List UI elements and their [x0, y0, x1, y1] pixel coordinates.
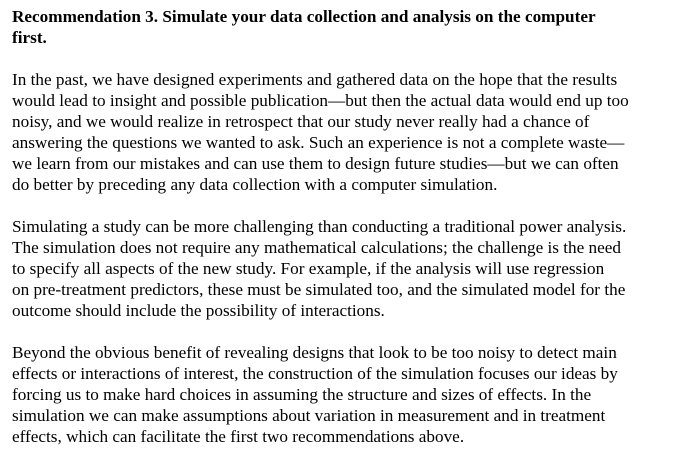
paragraph-line: noisy, and we would realize in retrospect that our study never really had a chance of: [12, 112, 590, 131]
paragraph-line: we learn from our mistakes and can use them to design future studies—but we can often: [12, 154, 619, 173]
recommendation-heading: [12, 6, 668, 48]
paragraph-line: effects, which can facilitate the first two recommendations above.: [12, 427, 465, 446]
paragraph-past-experience: [12, 69, 668, 195]
heading-line: Recommendation 3. Simulate your data collection and analysis on the computer: [12, 7, 596, 26]
paragraph-simulating-study: [12, 216, 668, 321]
paragraph-line: The simulation does not require any mathematical calculations; the challenge is the need: [12, 238, 621, 257]
paragraph-line: do better by preceding any data collection with a computer simulation.: [12, 175, 498, 194]
paragraph-line: In the past, we have designed experiments and gathered data on the hope that the results: [12, 70, 618, 89]
paragraph-line: Simulating a study can be more challenging than conducting a traditional power analysis.: [12, 217, 627, 236]
paragraph-line: simulation we can make assumptions about variation in measurement and in treatment: [12, 406, 606, 425]
heading-line: first.: [12, 28, 47, 47]
paragraph-line: Beyond the obvious benefit of revealing designs that look to be too noisy to detect main: [12, 343, 617, 362]
paragraph-line: would lead to insight and possible publication—but then the actual data would end up too: [12, 91, 629, 110]
paragraph-line: to specify all aspects of the new study. For example, if the analysis will use regression: [12, 259, 605, 278]
paragraph-line: answering the questions we wanted to ask. Such an experience is not a complete waste—: [12, 133, 625, 152]
paragraph-line: forcing us to make hard choices in assuming the structure and sizes of effects. In the: [12, 385, 592, 404]
paragraph-line: effects or interactions of interest, the construction of the simulation focuses our ideas by: [12, 364, 618, 383]
paragraph-line: on pre-treatment predictors, these must be simulated too, and the simulated model for the: [12, 280, 626, 299]
paragraph-simulation-benefits: [12, 342, 668, 447]
paragraph-line: outcome should include the possibility of interactions.: [12, 301, 385, 320]
